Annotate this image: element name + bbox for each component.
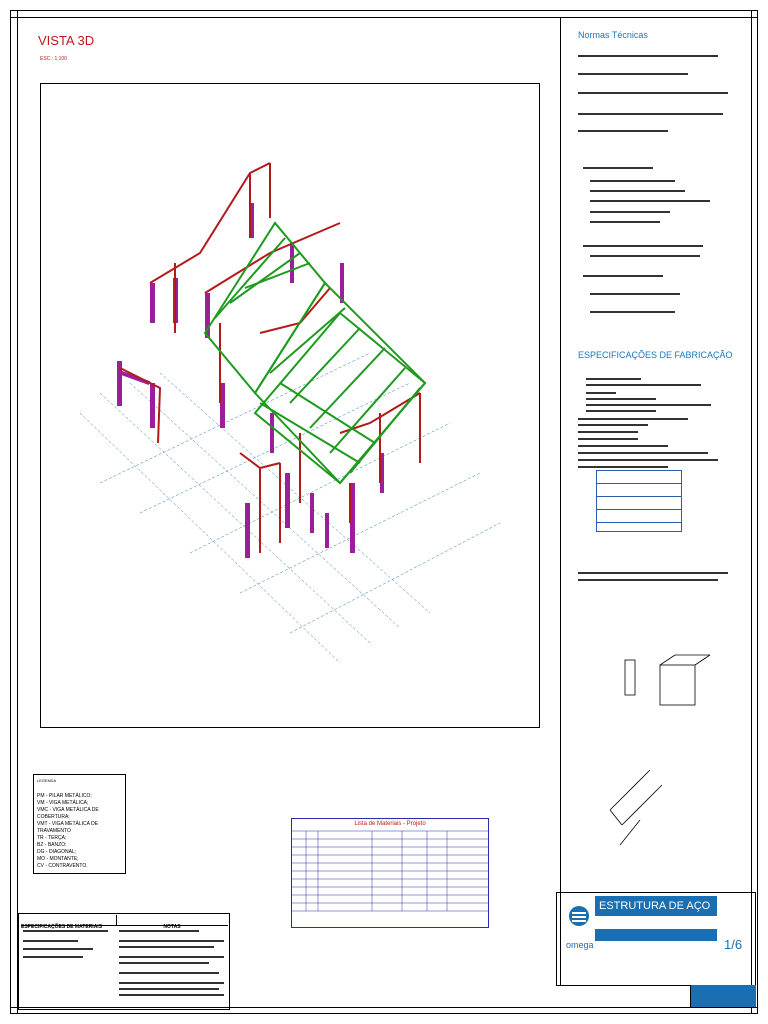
legend-item: BZ - BANZO; bbox=[37, 842, 67, 848]
columns bbox=[117, 203, 384, 558]
sheet-number: 1/6 bbox=[724, 937, 743, 952]
notes-title: NOTAS bbox=[163, 924, 181, 930]
right-ruler bbox=[751, 10, 759, 1014]
legend-title: LEGENDA bbox=[37, 778, 57, 783]
legend-item: TR - TERÇA; bbox=[37, 835, 67, 841]
omega-logo-icon bbox=[566, 902, 592, 938]
company-name: omega bbox=[566, 940, 594, 950]
legend-item: VMT - VIGA METÁLICA DE TRAVAMENTO bbox=[37, 821, 99, 834]
materials-list bbox=[291, 818, 489, 928]
weld-symbols-table bbox=[596, 470, 682, 532]
project-info bbox=[556, 985, 691, 1007]
structure-3d-view bbox=[40, 83, 540, 728]
roof-frames bbox=[205, 223, 425, 483]
top-ruler bbox=[10, 10, 758, 18]
left-ruler bbox=[10, 10, 18, 1014]
section-details bbox=[600, 645, 730, 885]
legend-box bbox=[33, 774, 126, 874]
drawing-title: ESTRUTURA DE AÇO bbox=[595, 896, 717, 916]
norms-title: Normas Técnicas bbox=[578, 30, 648, 40]
notes-header bbox=[116, 915, 228, 930]
legend-item: CV - CONTRAVENTO. bbox=[37, 863, 88, 869]
specifications-box bbox=[18, 913, 230, 1010]
legend-item: DG - DIAGONAL; bbox=[37, 849, 77, 855]
sheet-divider bbox=[560, 17, 561, 1007]
fabrication-title: ESPECIFICAÇÕES DE FABRICAÇÃO bbox=[578, 350, 733, 360]
materials-table bbox=[292, 827, 488, 923]
legend-item: PM - PILAR METÁLICO; bbox=[37, 793, 92, 799]
legend-item: VMC - VIGA METÁLICA DE COBERTURA; bbox=[37, 807, 99, 820]
view-scale: ESC.: 1:100 bbox=[40, 56, 67, 62]
legend-item: VM - VIGA METÁLICA; bbox=[37, 800, 89, 806]
owner-bar bbox=[595, 929, 717, 941]
materials-spec-header bbox=[21, 915, 117, 930]
materials-title: Lista de Materiais - Projeto bbox=[354, 821, 426, 827]
norms-text bbox=[578, 55, 738, 335]
materials-spec-title: ESPECIFICAÇÕES DE MATERIAIS bbox=[21, 924, 103, 930]
view-title: VISTA 3D bbox=[38, 33, 95, 48]
legend-item: MO - MONTANTE; bbox=[37, 856, 79, 862]
